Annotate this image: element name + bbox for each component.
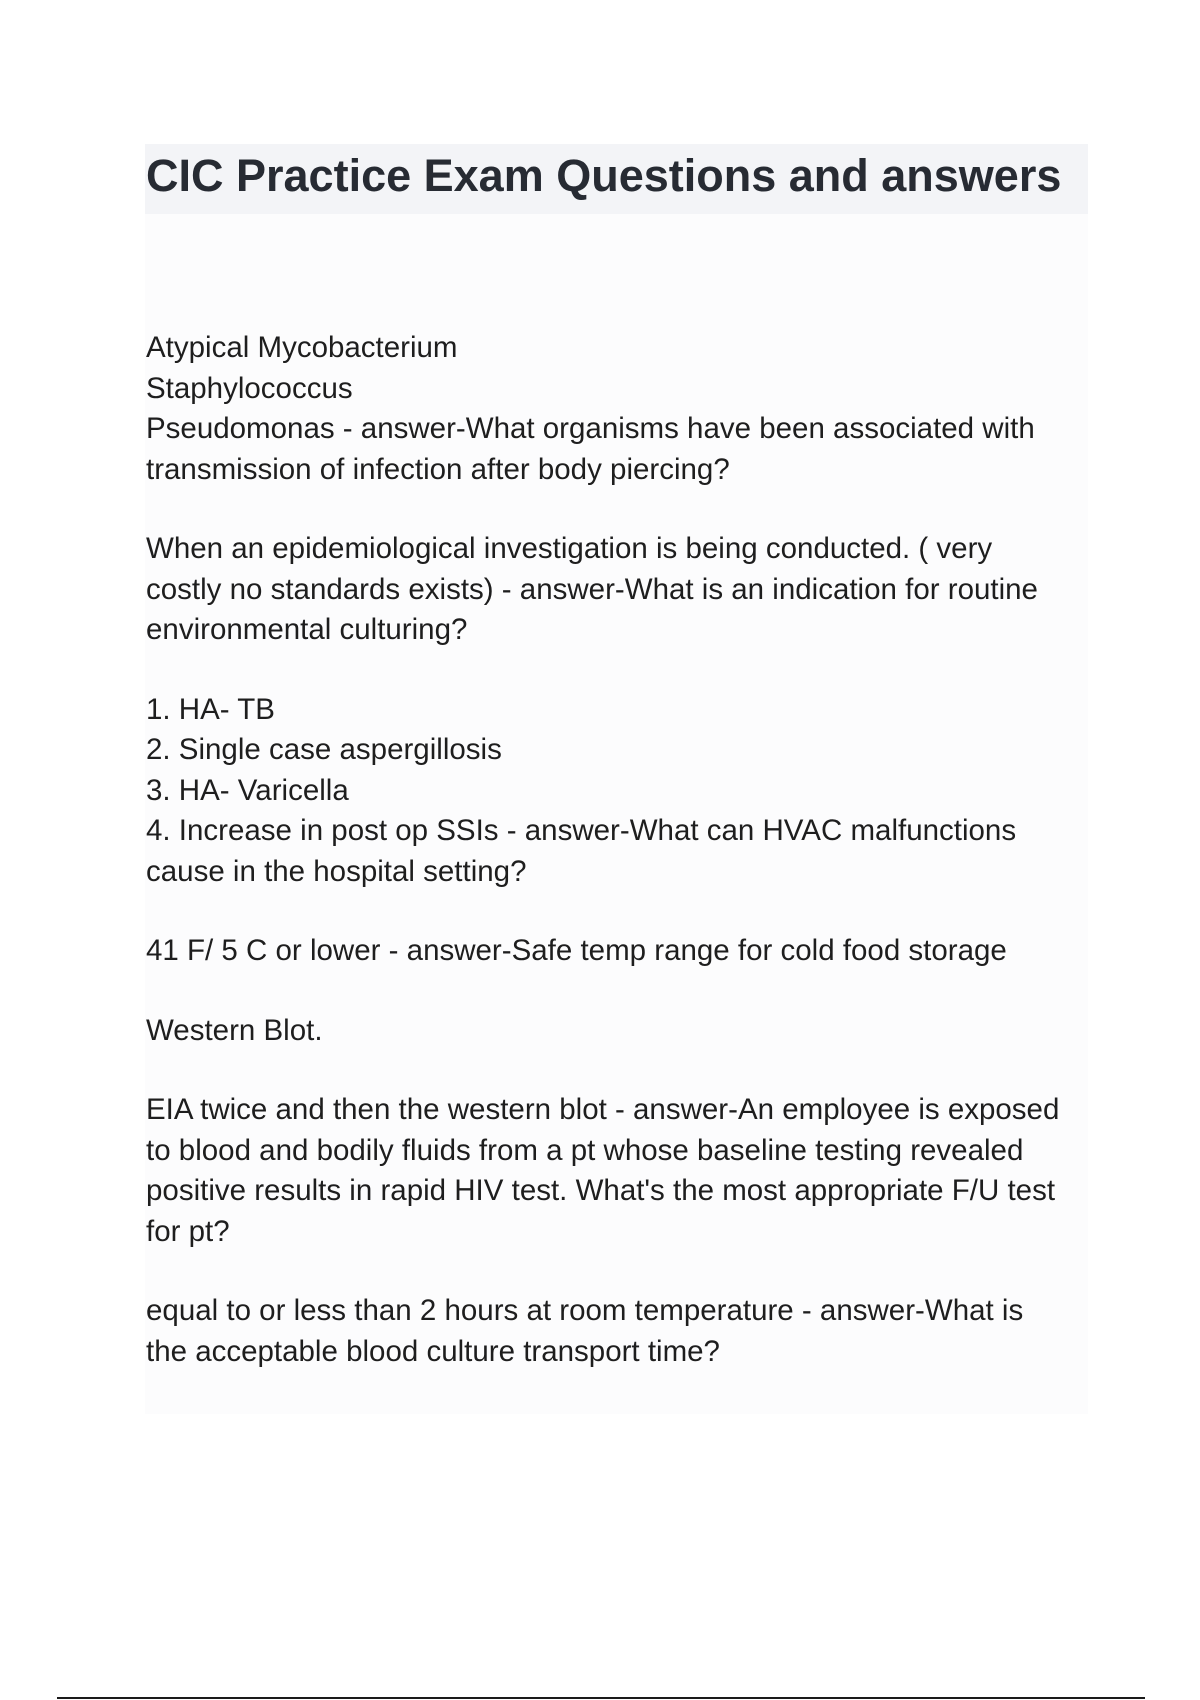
text-line: 2. Single case aspergillosis <box>146 733 502 766</box>
qa-block-western-blot <box>146 1011 1086 1052</box>
text-line: 4. Increase in post op SSIs - answer-What can HVAC malfunctions <box>146 814 1017 847</box>
text-line: positive results in rapid HIV test. What's the most appropriate F/U test <box>146 1174 1056 1207</box>
text-line: to blood and bodily fluids from a pt whose baseline testing revealed <box>146 1133 1024 1167</box>
text-line: equal to or less than 2 hours at room temperature - answer-What is <box>146 1294 1024 1327</box>
qa-block-hiv-followup <box>146 1090 1086 1252</box>
text-line: for pt? <box>146 1214 230 1248</box>
bottom-divider <box>57 1697 1145 1699</box>
text-line: transmission of infection after body piercing? <box>146 452 730 486</box>
text-line: environmental culturing? <box>146 613 468 646</box>
qa-block-hvac-malfunctions <box>146 690 1086 893</box>
text-line: 1. HA- TB <box>146 692 275 726</box>
text-line: Pseudomonas - answer-What organisms have been associated with <box>146 412 1035 445</box>
qa-block-cold-food-storage <box>146 931 1086 972</box>
text-line: Western Blot. <box>146 1013 323 1047</box>
document-title: CIC Practice Exam Questions and answers <box>146 150 1062 201</box>
qa-block-environmental-culturing <box>146 529 1086 651</box>
text-line: 41 F/ 5 C or lower - answer-Safe temp range for cold food storage <box>146 934 1007 967</box>
document-body <box>146 328 1086 1411</box>
text-line: the acceptable blood culture transport time? <box>146 1334 720 1368</box>
qa-block-body-piercing <box>146 328 1086 490</box>
text-line: When an epidemiological investigation is being conducted. ( very <box>146 532 993 565</box>
text-line: costly no standards exists) - answer-What is an indication for routine <box>146 572 1038 606</box>
text-line: cause in the hospital setting? <box>146 854 527 888</box>
qa-block-blood-culture-transport <box>146 1291 1086 1372</box>
text-line: Atypical Mycobacterium <box>146 331 458 364</box>
text-line: 3. HA- Varicella <box>146 773 349 807</box>
text-line: Staphylococcus <box>146 371 353 405</box>
text-line: EIA twice and then the western blot - answer-An employee is exposed <box>146 1093 1060 1126</box>
